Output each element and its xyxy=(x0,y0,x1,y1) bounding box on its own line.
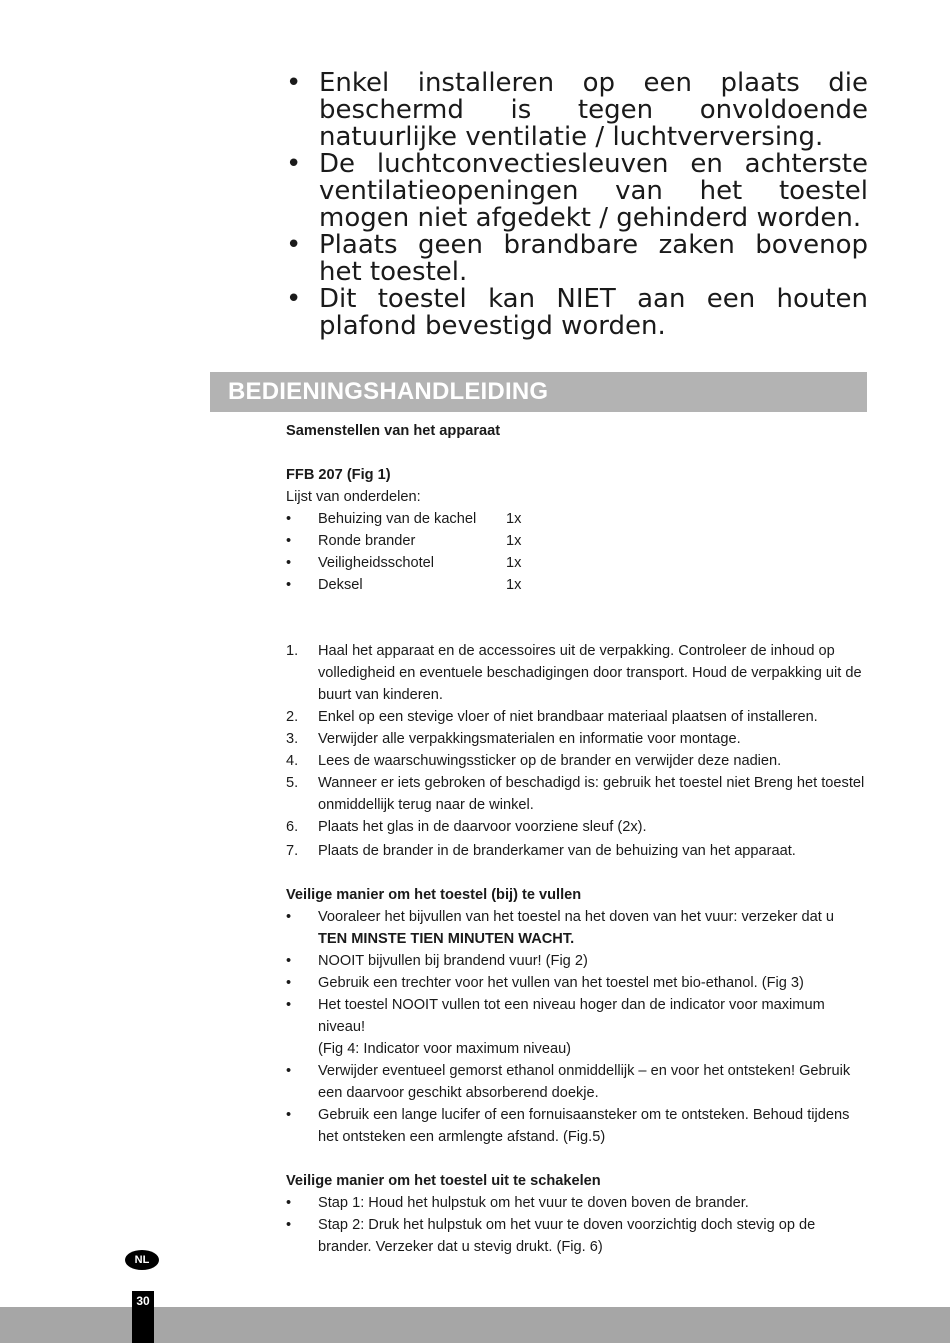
list-item xyxy=(286,530,866,552)
list-item xyxy=(286,728,866,750)
list-item xyxy=(286,1104,866,1148)
bullet-icon: • xyxy=(286,577,292,593)
refill-text: Verwijder eventueel gemorst ethanol onmiddellijk – en voor het ontsteken! Gebruik een daarvoor geschikt absorberend doekje. xyxy=(318,1063,851,1101)
bullet-icon: • xyxy=(286,1063,292,1079)
intro-bullet xyxy=(286,151,868,232)
section-title: BEDIENINGSHANDLEIDING xyxy=(228,378,549,405)
step-text: Lees de waarschuwingssticker op de brander en verwijder deze nadien. xyxy=(318,753,782,769)
refill-text: Gebruik een trechter voor het vullen van het toestel met bio-ethanol. (Fig 3) xyxy=(318,975,804,991)
refill-heading: Veilige manier om het toestel (bij) te vullen xyxy=(286,887,582,903)
intro-bullet-text: Plaats geen brandbare zaken bovenop het toestel. xyxy=(319,230,868,287)
shutdown-list xyxy=(286,1192,866,1258)
intro-bullet xyxy=(286,232,868,286)
bullet-icon: • xyxy=(286,1107,292,1123)
assembly-steps xyxy=(286,640,866,862)
refill-text: Vooraleer het bijvullen van het toestel na het doven van het vuur: verzeker dat u xyxy=(318,909,834,925)
bullet-icon: • xyxy=(286,149,302,179)
intro-bullet-text: De luchtconvectiesleuven en achterste ventilatieopeningen van het toestel mogen niet afgedekt / gehinderd worden. xyxy=(319,149,868,233)
list-item xyxy=(286,706,866,728)
list-item xyxy=(286,1192,866,1214)
language-badge: NL xyxy=(125,1250,159,1270)
bullet-icon: • xyxy=(286,230,302,260)
refill-text: Het toestel NOOIT vullen tot een niveau hoger dan de indicator voor maximum niveau! xyxy=(318,997,825,1035)
step-number: 1. xyxy=(286,643,299,659)
list-item xyxy=(286,772,866,816)
list-item xyxy=(286,950,866,972)
step-text: Enkel op een stevige vloer of niet brandbaar materiaal plaatsen of installeren. xyxy=(318,709,818,725)
list-item xyxy=(286,816,866,838)
shutdown-text: Stap 2: Druk het hulpstuk om het vuur te doven voorzichtig doch stevig op de brander. Verzeker dat u stevig drukt. (Fig. 6) xyxy=(318,1217,816,1255)
list-item xyxy=(286,1060,866,1104)
parts-intro: Lijst van onderdelen: xyxy=(286,489,421,505)
part-name: Ronde brander xyxy=(318,533,416,549)
page-number: 30 xyxy=(136,1294,150,1308)
list-item xyxy=(286,552,866,574)
shutdown-heading: Veilige manier om het toestel uit te schakelen xyxy=(286,1173,601,1189)
refill-list xyxy=(286,906,866,1148)
refill-note: (Fig 4: Indicator voor maximum niveau) xyxy=(318,1041,572,1057)
bullet-icon: • xyxy=(286,1195,292,1211)
step-number: 6. xyxy=(286,819,299,835)
part-name: Deksel xyxy=(318,577,363,593)
step-text: Plaats de brander in de branderkamer van de behuizing van het apparaat. xyxy=(318,843,796,859)
intro-bullet xyxy=(286,70,868,151)
refill-text: Gebruik een lange lucifer of een fornuisaansteker om te ontsteken. Behoud tijdens het ontsteken een armlengte afstand. (Fig.5) xyxy=(318,1107,850,1145)
list-item xyxy=(286,840,866,862)
list-item xyxy=(286,972,866,994)
bullet-icon: • xyxy=(286,975,292,991)
manual-content xyxy=(286,420,866,1258)
step-number: 3. xyxy=(286,731,299,747)
list-item xyxy=(286,508,866,530)
list-item xyxy=(286,574,866,596)
refill-text: NOOIT bijvullen bij brandend vuur! (Fig 2) xyxy=(318,953,588,969)
bullet-icon: • xyxy=(286,68,302,98)
model-label: FFB 207 (Fig 1) xyxy=(286,467,391,483)
list-item xyxy=(286,750,866,772)
parts-list xyxy=(286,508,866,596)
list-item xyxy=(286,906,866,950)
list-item xyxy=(286,994,866,1060)
intro-bullet-text: Dit toestel kan NIET aan een houten plafond bevestigd worden. xyxy=(319,284,868,341)
part-qty: 1x xyxy=(506,577,522,593)
step-text: Verwijder alle verpakkingsmaterialen en informatie voor montage. xyxy=(318,731,741,747)
bullet-icon: • xyxy=(286,909,292,925)
intro-bullet-text: Enkel installeren op een plaats die beschermd is tegen onvoldoende natuurlijke ventilatie / luchtverversing. xyxy=(319,68,868,152)
bullet-icon: • xyxy=(286,953,292,969)
bullet-icon: • xyxy=(286,284,302,314)
refill-warning: TEN MINSTE TIEN MINUTEN WACHT. xyxy=(318,931,575,947)
bullet-icon: • xyxy=(286,997,292,1013)
bullet-icon: • xyxy=(286,511,292,527)
step-text: Plaats het glas in de daarvoor voorziene sleuf (2x). xyxy=(318,819,647,835)
assembly-heading: Samenstellen van het apparaat xyxy=(286,423,501,439)
intro-bullet xyxy=(286,286,868,340)
bullet-icon: • xyxy=(286,533,292,549)
part-name: Veiligheidsschotel xyxy=(318,555,435,571)
bullet-icon: • xyxy=(286,1217,292,1233)
shutdown-text: Stap 1: Houd het hulpstuk om het vuur te doven boven de brander. xyxy=(318,1195,749,1211)
part-qty: 1x xyxy=(506,511,522,527)
part-qty: 1x xyxy=(506,533,522,549)
step-number: 5. xyxy=(286,775,299,791)
list-item xyxy=(286,1214,866,1258)
step-number: 4. xyxy=(286,753,299,769)
part-qty: 1x xyxy=(506,555,522,571)
step-number: 7. xyxy=(286,843,299,859)
step-text: Wanneer er iets gebroken of beschadigd is: gebruik het toestel niet Breng het toestel onmiddellijk terug naar de winkel. xyxy=(318,775,865,813)
bullet-icon: • xyxy=(286,555,292,571)
list-item xyxy=(286,640,866,706)
intro-bullet-list xyxy=(286,70,868,340)
step-number: 2. xyxy=(286,709,299,725)
part-name: Behuizing van de kachel xyxy=(318,511,477,527)
section-header-bar xyxy=(210,372,867,412)
step-text: Haal het apparaat en de accessoires uit de verpakking. Controleer de inhoud op volledigheid en eventuele beschadigingen door transport. Houd de verpakking uit de buurt van kinderen. xyxy=(318,643,862,703)
